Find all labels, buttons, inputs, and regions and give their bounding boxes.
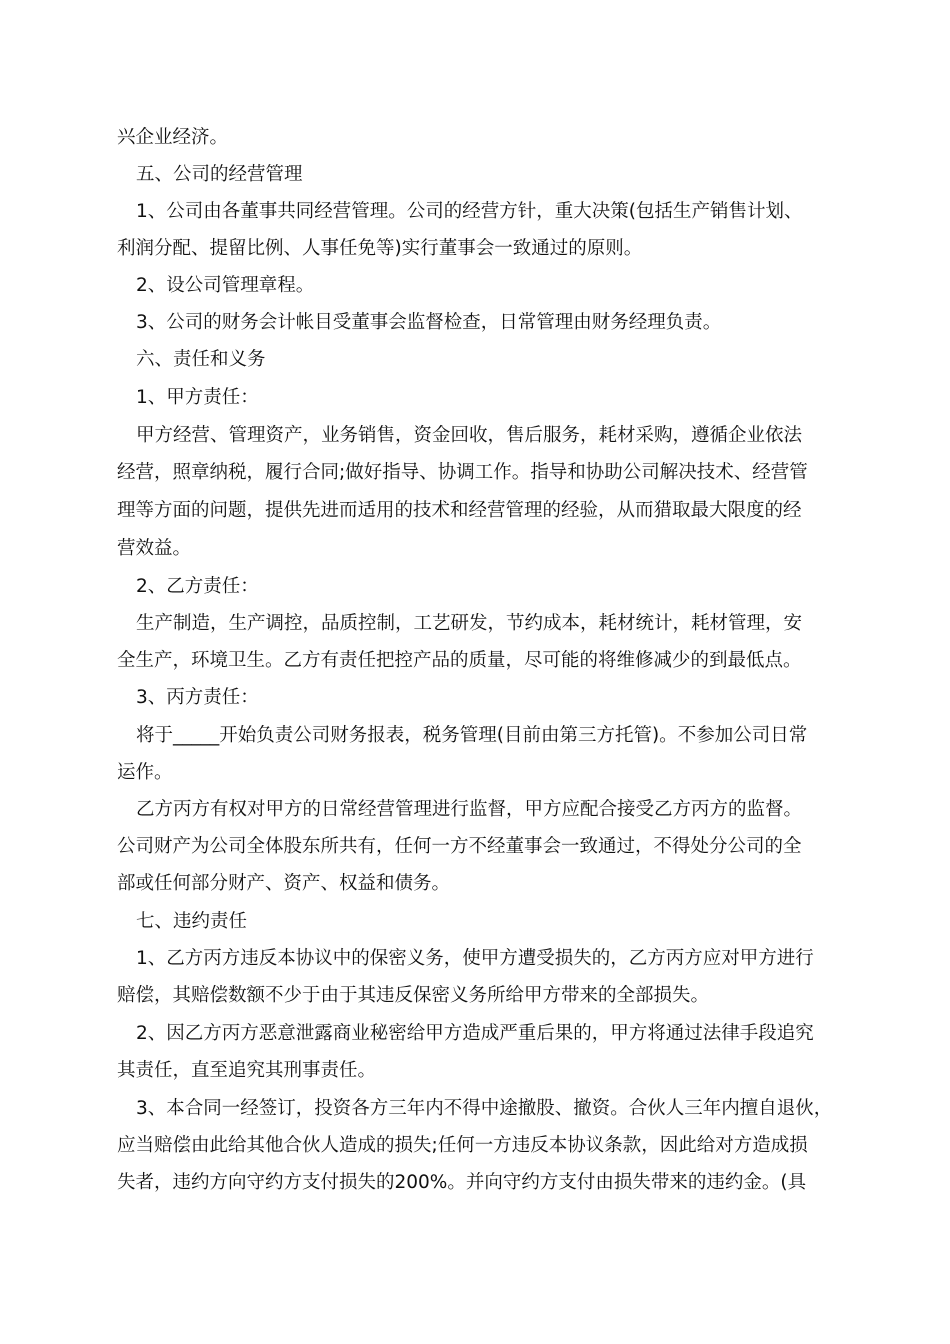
text-line: 2、因乙方丙方恶意泄露商业秘密给甲方造成严重后果的，甲方将通过法律手段追究 <box>136 1023 814 1044</box>
section-heading: 七、违约责任 <box>136 911 248 932</box>
text-line: 乙方丙方有权对甲方的日常经营管理进行监督，甲方应配合接受乙方丙方的监督。 <box>136 799 803 820</box>
text-line: 理等方面的问题，提供先进而适用的技术和经营管理的经验，从而猎取最大限度的经 <box>117 500 802 521</box>
text-line: 3、公司的财务会计帐目受董事会监督检查，日常管理由财务经理负责。 <box>136 312 722 333</box>
section-heading: 六、责任和义务 <box>136 349 266 370</box>
text-line: 营效益。 <box>117 538 192 559</box>
text-line: 应当赔偿由此给其他合伙人造成的损失;任何一方违反本协议条款，因此给对方造成损 <box>117 1135 808 1156</box>
text-line: 将于_____开始负责公司财务报表，税务管理(目前由第三方托管)。不参加公司日常 <box>136 725 808 746</box>
subsection-heading: 3、丙方责任： <box>136 687 259 708</box>
text-line: 2、设公司管理章程。 <box>136 275 315 296</box>
text-line: 部或任何部分财产、资产、权益和债务。 <box>117 873 451 894</box>
text-line: 1、乙方丙方违反本协议中的保密义务，使甲方遭受损失的，乙方丙方应对甲方进行 <box>136 948 814 969</box>
text-line: 失者，违约方向守约方支付损失的200%。并向守约方支付由损失带来的违约金。(具 <box>117 1172 807 1193</box>
text-line: 全生产，环境卫生。乙方有责任把控产品的质量，尽可能的将维修减少的到最低点。 <box>117 650 802 671</box>
text-line: 3、本合同一经签订，投资各方三年内不得中途撤股、撤资。合伙人三年内擅自退伙， <box>136 1098 833 1119</box>
text-line: 利润分配、提留比例、人事任免等)实行董事会一致通过的原则。 <box>117 238 643 259</box>
text-line: 赔偿，其赔偿数额不少于由于其违反保密义务所给甲方带来的全部损失。 <box>117 985 710 1006</box>
subsection-heading: 1、甲方责任： <box>136 387 259 408</box>
subsection-heading: 2、乙方责任： <box>136 576 259 597</box>
text-line: 1、公司由各董事共同经营管理。公司的经营方针，重大决策(包括生产销售计划、 <box>136 201 803 222</box>
text-line: 运作。 <box>117 762 173 783</box>
text-line: 公司财产为公司全体股东所共有，任何一方不经董事会一致通过，不得处分公司的全 <box>117 836 802 857</box>
section-heading: 五、公司的经营管理 <box>136 164 303 185</box>
text-line: 生产制造，生产调控，品质控制，工艺研发，节约成本，耗材统计，耗材管理，安 <box>136 613 803 634</box>
text-line: 其责任，直至追究其刑事责任。 <box>117 1060 377 1081</box>
text-line: 经营，照章纳税，履行合同;做好指导、协调工作。指导和协助公司解决技术、经营管 <box>117 462 808 483</box>
text-line: 兴企业经济。 <box>117 127 229 148</box>
text-line: 甲方经营、管理资产，业务销售，资金回收，售后服务，耗材采购，遵循企业依法 <box>136 425 803 446</box>
